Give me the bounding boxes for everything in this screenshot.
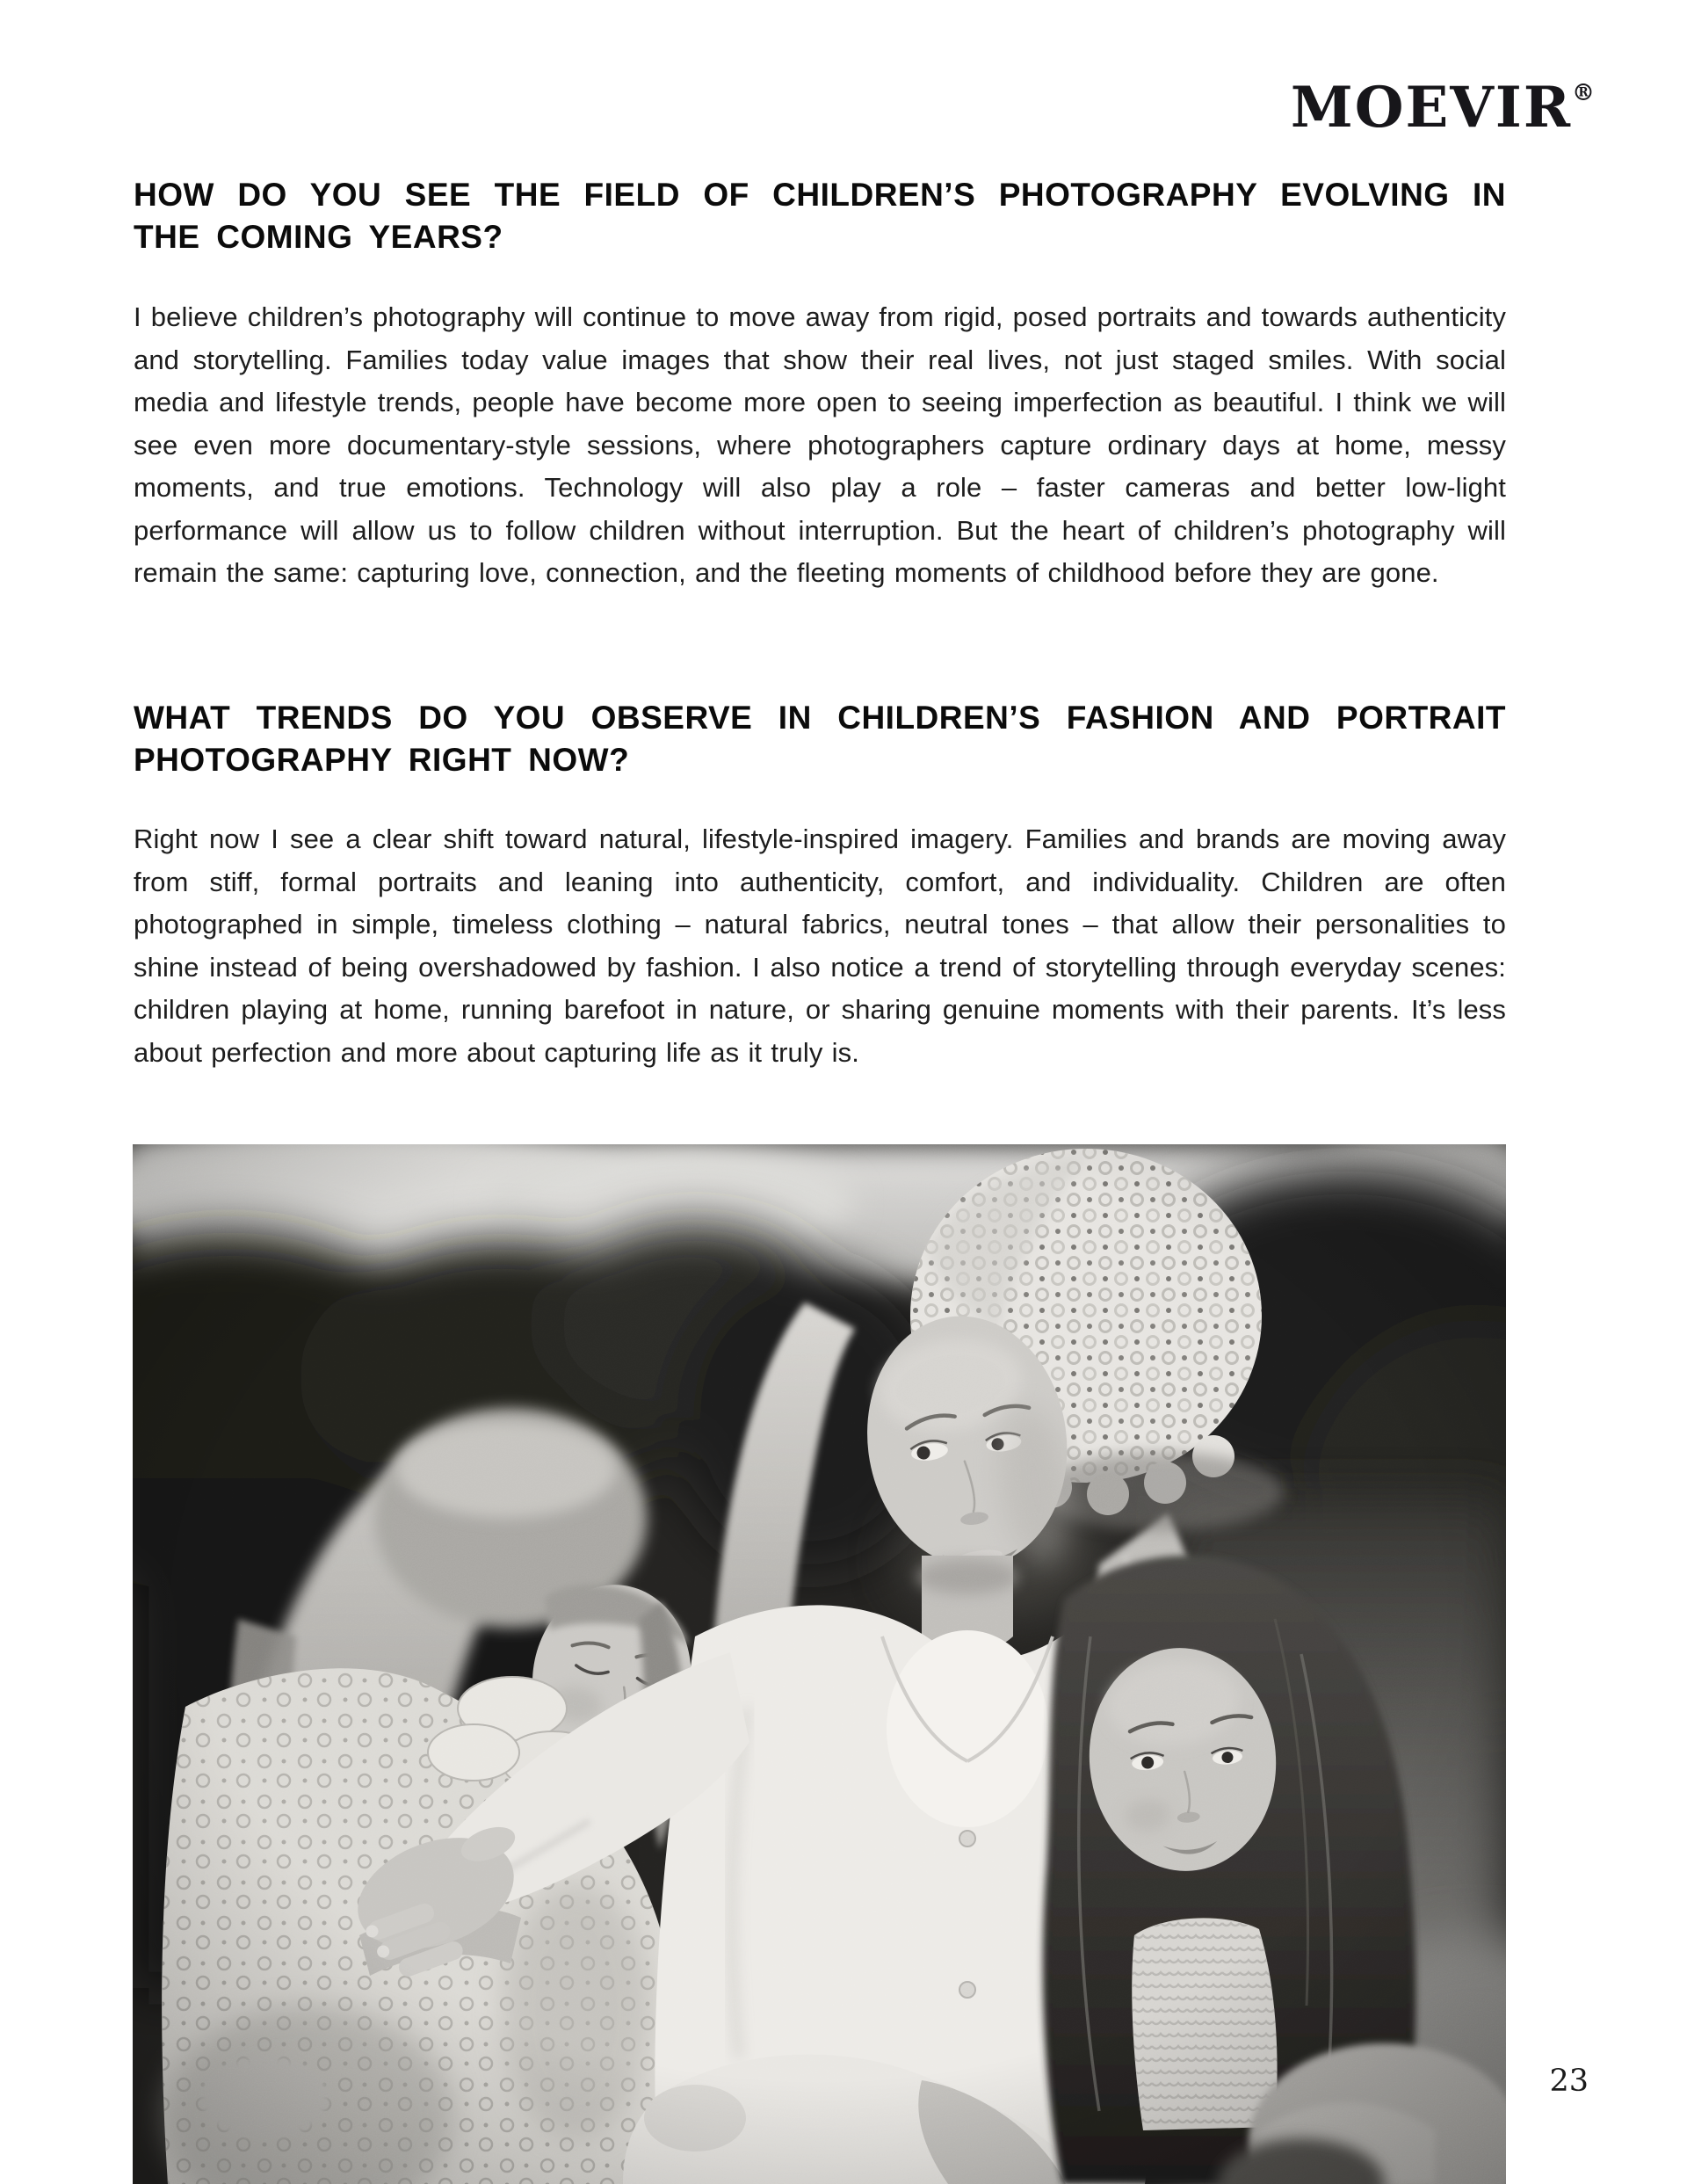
family-portrait-photo	[133, 1144, 1506, 2184]
page-number: 23	[1549, 2064, 1589, 2099]
section-heading-evolving: HOW DO YOU SEE THE FIELD OF CHILDREN’S PHOTOGRAPHY EVOLVING IN THE COMING YEARS?	[134, 177, 1506, 255]
family-portrait-illustration	[133, 1144, 1506, 2184]
section-heading-trends: WHAT TRENDS DO YOU OBSERVE IN CHILDREN’S FASHION AND PORTRAIT PHOTOGRAPHY RIGHT NOW?	[134, 700, 1506, 778]
brand-logo	[1290, 65, 1595, 141]
brand-name: MOEVIR	[1290, 75, 1572, 141]
registered-trademark-icon: ®	[1572, 80, 1595, 106]
section-body-evolving: I believe children’s photography will continue to move away from rigid, posed portraits and towards authenticity and storytelling. Families today value images that show their real lives, not just staged smiles. With social media and lifestyle trends, people have become more open to seeing imperfection as beautiful. I think we will see even more documentary-style sessions, where photographers capture ordinary days at home, messy moments, and true emotions. Technology will also play a role – faster cameras and better low-light performance will allow us to follow children without interruption. But the heart of children’s photography will remain the same: capturing love, connection, and the fleeting moments of childhood before they are gone.	[134, 301, 1506, 588]
section-body-trends: Right now I see a clear shift toward natural, lifestyle-inspired imagery. Families and brands are moving away from stiff, formal portraits and leaning into authenticity, comfort, and individuality. Children are often photographed in simple, timeless clothing – natural fabrics, neutral tones – that allow their personalities to shine instead of being overshadowed by fashion. I also notice a trend of storytelling through everyday scenes: children playing at home, running barefoot in nature, or sharing genuine moments with their parents. It’s less about perfection and more about capturing life as it truly is.	[134, 824, 1506, 1068]
